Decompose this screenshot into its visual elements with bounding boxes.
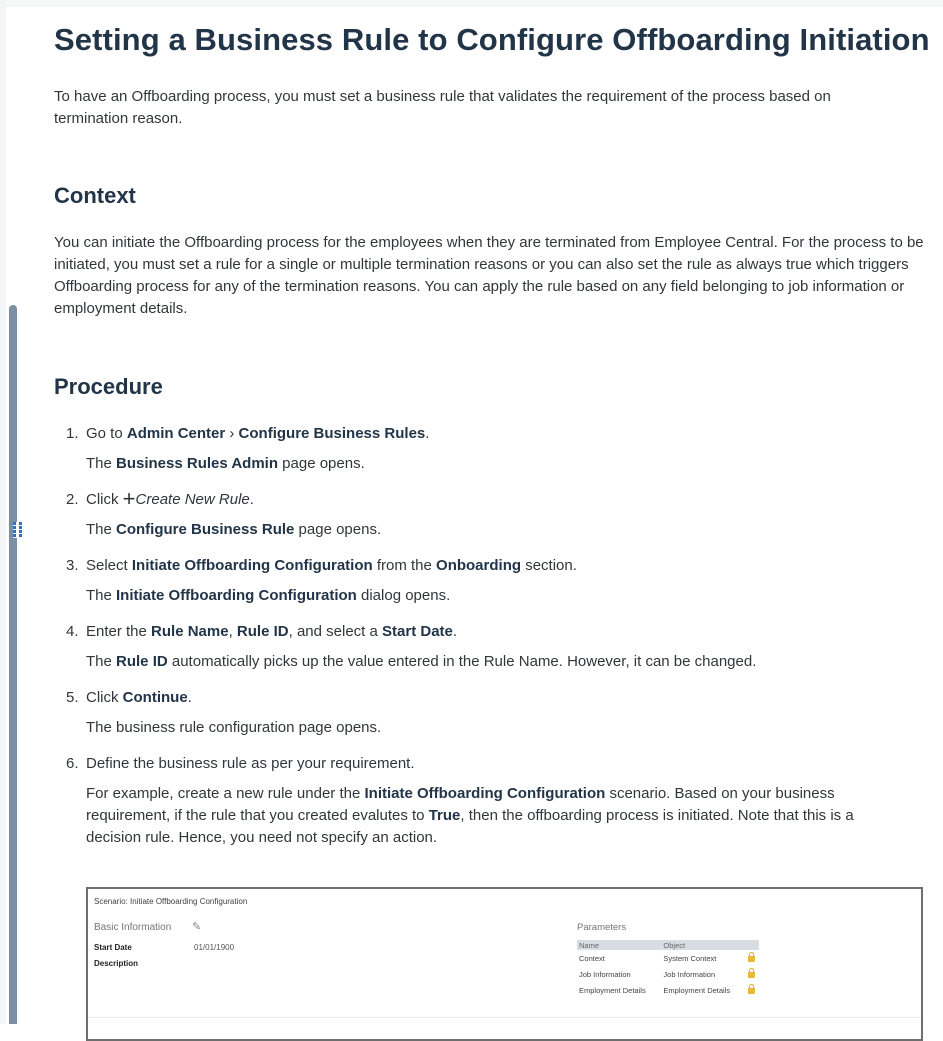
table-row: Context System Context [577,950,759,966]
parameters-table [577,940,759,998]
step-2: 2. Click +Create New Rule. The Configure Business Rule page opens. [54,489,914,541]
page-title: Setting a Business Rule to Configure Offboarding Initiation [54,22,930,57]
pencil-edit-icon: ✎ [192,921,202,933]
step-result: The Business Rules Admin page opens. [86,455,365,472]
left-gutter [0,0,6,1024]
context-paragraph: You can initiate the Offboarding process for the employees when they are terminated from Employee Central. For the process to be initiated, you must set a rule for a single or multiple termination reasons or you can also set the rule as always true which triggers Offboarding process for any of the termination reasons. You can apply the rule based on any field belonging to job information or employment details. [54,234,924,317]
step-6: 6. Define the business rule as per your requirement. For example, create a new rule under the Initiate Offboarding Configuration scenario. Based on your business requirement, if the rule that you created evalutes to True, then the offboarding process is initiated. Note that this is a decision rule. Hence, you need not specify an action. [54,753,914,849]
step-1: 1. Go to Admin Center › Configure Business Rules. The Business Rules Admin page opens. [54,423,914,475]
plus-icon: + [122,486,136,511]
procedure-heading: Procedure [54,374,163,399]
ui-term: Admin Center [126,425,226,442]
step-result: The Configure Business Rule page opens. [86,521,382,538]
table-row: Employment Details Employment Details [577,982,759,998]
step-result: The Initiate Offboarding Configuration dialog opens. [86,587,451,604]
step-result: The business rule configuration page opens. [86,719,382,736]
basic-information-heading: Basic Information [94,922,172,933]
intro-paragraph: To have an Offboarding process, you must set a business rule that validates the requirement of the process based on termination reason. [54,88,831,127]
parameters-heading: Parameters [577,922,627,933]
description-label: Description [94,959,139,968]
step-3: 3. Select Initiate Offboarding Configuration from the Onboarding section. The Initiate Offboarding Configuration dialog opens. [54,555,914,607]
top-gutter [6,0,943,7]
business-rule-screenshot [86,887,923,1041]
divider [88,1017,921,1018]
ui-term: Create New Rule [135,491,250,508]
col-object: Object [661,940,745,950]
start-date-value: 01/01/1900 [194,943,235,952]
scenario-label: Scenario: Initiate Offboarding Configuration [94,897,248,906]
step-5: 5. Click Continue. The business rule configuration page opens. [54,687,914,739]
lock-icon [748,956,755,962]
start-date-label: Start Date [94,943,132,952]
lock-icon [748,988,755,994]
procedure-steps [54,423,914,863]
lock-icon [748,972,755,978]
resize-handle-grip-icon[interactable] [13,522,23,538]
sidebar-resize-bar[interactable] [9,305,17,1024]
table-row: Job Information Job Information [577,966,759,982]
context-heading: Context [54,183,136,208]
step-4: 4. Enter the Rule Name, Rule ID, and select a Start Date. The Rule ID automatically picks up the value entered in the Rule Name. However, it can be changed. [54,621,914,673]
ui-term: Configure Business Rules [238,425,426,442]
col-name: Name [577,940,661,950]
step-result: For example, create a new rule under the Initiate Offboarding Configuration scenario. Based on your business requirement, if the rule that you created evalutes to True, then the offboarding process is initiated. Note that this is a decision rule. Hence, you need not specify an action. [86,785,854,846]
step-result: The Rule ID automatically picks up the value entered in the Rule Name. However, it can be changed. [86,653,757,670]
